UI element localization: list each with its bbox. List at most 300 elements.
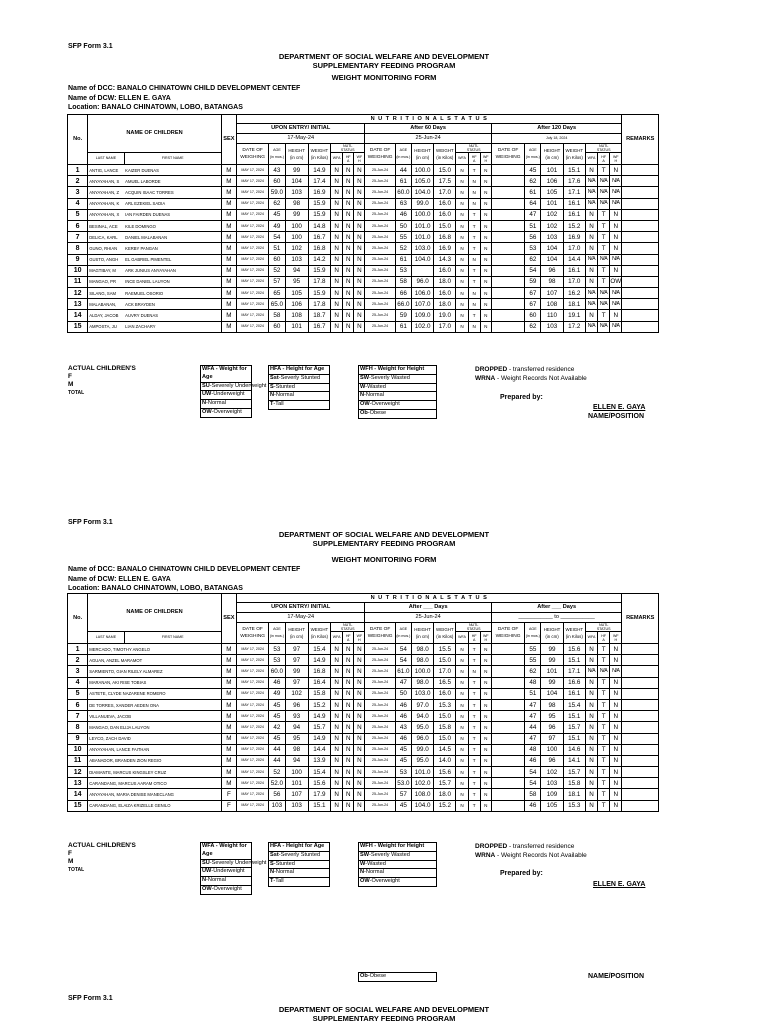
- age: 63: [395, 198, 411, 209]
- hfa: N: [343, 232, 354, 243]
- age: 58: [395, 276, 411, 287]
- wfh: N: [480, 699, 491, 710]
- age-header: AGE (in mos.): [395, 623, 411, 644]
- weighing-date: [491, 198, 524, 209]
- weighing-date: 25-Jun-24: [365, 198, 395, 209]
- age: 65: [269, 288, 285, 299]
- wfh: N: [610, 232, 622, 243]
- weight: 15.8: [308, 688, 330, 699]
- table-row: [68, 243, 659, 254]
- row-number: 12: [68, 288, 88, 299]
- weight: 15.7: [434, 778, 456, 789]
- location: Location: BANALO CHINATOWN, LOBO, BATANGAS: [68, 585, 243, 592]
- sex: M: [221, 644, 236, 655]
- height: 99: [285, 165, 308, 176]
- table-row: [68, 789, 659, 800]
- weight: 16.0: [434, 288, 456, 299]
- hfa: T: [598, 767, 610, 778]
- hfa: T: [598, 232, 610, 243]
- age: 53: [269, 655, 285, 666]
- weight: 18.7: [308, 310, 330, 321]
- wfh: N: [610, 243, 622, 254]
- wfh: N/A: [610, 666, 622, 677]
- legend-item: UW-Underweight: [201, 868, 251, 877]
- weight: 15.1: [563, 711, 585, 722]
- weighing-date: MAY 17, 2024: [236, 767, 268, 778]
- wfa: N: [456, 711, 468, 722]
- weight: 16.5: [434, 677, 456, 688]
- age: 45: [269, 209, 285, 220]
- legend-title: WFA - Weight for Age: [201, 843, 251, 860]
- weighing-date: MAY 17, 2024: [236, 755, 268, 766]
- weight-monitoring-form-2: [0, 476, 768, 996]
- row-number: 1: [68, 165, 88, 176]
- table-row: [68, 655, 659, 666]
- sex: M: [221, 198, 236, 209]
- wfh: N: [610, 644, 622, 655]
- age: 52.0: [269, 778, 285, 789]
- department-heading: DEPARTMENT OF SOCIAL WELFARE AND DEVELOPMENT: [278, 530, 490, 539]
- hfa: N/A: [598, 254, 610, 265]
- row-number: 13: [68, 778, 88, 789]
- weight: 15.9: [308, 265, 330, 276]
- age: 46: [395, 711, 411, 722]
- height: 109: [541, 789, 563, 800]
- table-row: [68, 644, 659, 655]
- weight: 16.8: [308, 666, 330, 677]
- age: 54: [525, 265, 541, 276]
- wfa: N: [331, 220, 343, 231]
- age: 53: [395, 265, 411, 276]
- weighing-date: MAY 17, 2024: [236, 243, 268, 254]
- weight: 13.9: [308, 755, 330, 766]
- age: 47: [525, 711, 541, 722]
- weight: 16.0: [434, 209, 456, 220]
- sex: M: [221, 666, 236, 677]
- sex: F: [221, 789, 236, 800]
- age: 42: [269, 722, 285, 733]
- table-row: [68, 209, 659, 220]
- table-row: [68, 276, 659, 287]
- wfh: N: [480, 321, 491, 332]
- hfa: N: [468, 176, 480, 187]
- hfa: T: [598, 243, 610, 254]
- hfa: T: [598, 310, 610, 321]
- wfa: N: [585, 688, 597, 699]
- height: 103: [285, 187, 308, 198]
- hfa: T: [598, 209, 610, 220]
- weighing-date: MAY 17, 2024: [236, 655, 268, 666]
- height: 100.0: [411, 666, 433, 677]
- date-of-weighing-header: DATE OF WEIGHING: [236, 144, 268, 165]
- wfa: N: [585, 767, 597, 778]
- height: 100: [541, 744, 563, 755]
- height: 101.0: [411, 232, 433, 243]
- wfh: N: [354, 276, 365, 287]
- weighing-date: [491, 755, 524, 766]
- wfh: N: [354, 209, 365, 220]
- age: 49: [269, 220, 285, 231]
- height: 99: [285, 666, 308, 677]
- legend-item: SW-Severly Wasted: [359, 852, 436, 861]
- height: 102: [541, 220, 563, 231]
- legend-title: HFA - Height for Age: [269, 843, 329, 852]
- hfa: T: [468, 778, 480, 789]
- height: 98.0: [411, 677, 433, 688]
- sex: M: [221, 288, 236, 299]
- hfa: N/A: [598, 288, 610, 299]
- hfa: T: [468, 789, 480, 800]
- height-header: HEIGHT (in cm): [285, 144, 308, 165]
- hfa-header: HF A: [343, 153, 354, 165]
- weighing-date: 25-Jun-24: [365, 699, 395, 710]
- hfa: N: [468, 288, 480, 299]
- wfh: N: [610, 310, 622, 321]
- age: 57: [395, 789, 411, 800]
- legend-title: WFH - Weight for Height: [359, 366, 436, 375]
- wfa: N: [331, 800, 343, 811]
- age: 66: [395, 288, 411, 299]
- row-number: 3: [68, 666, 88, 677]
- row-number: 2: [68, 176, 88, 187]
- wfh: N: [480, 265, 491, 276]
- wfa-legend: [200, 365, 267, 418]
- weight: 16.1: [563, 265, 585, 276]
- age: 60: [269, 254, 285, 265]
- weight: 15.0: [434, 733, 456, 744]
- height: 97: [285, 677, 308, 688]
- wfh: N: [354, 733, 365, 744]
- table-row: [68, 198, 659, 209]
- height: 104.0: [411, 254, 433, 265]
- date-of-weighing-header: DATE OF WEIGHING: [491, 144, 524, 165]
- hfa: N: [343, 666, 354, 677]
- wfa-header: WFA: [331, 632, 343, 644]
- hfa: T: [468, 243, 480, 254]
- wfh-header: WF H: [480, 632, 491, 644]
- wfa: N: [585, 711, 597, 722]
- last-name-header: LAST NAME: [88, 632, 124, 644]
- wfh: N: [354, 744, 365, 755]
- wfa: N: [331, 321, 343, 332]
- date-of-weighing-header: DATE OF WEIGHING: [236, 623, 268, 644]
- hfa: N: [343, 677, 354, 688]
- sex: M: [221, 310, 236, 321]
- row-number: 15: [68, 800, 88, 811]
- age: 44: [395, 165, 411, 176]
- last-name: DELICA, KARL: [88, 232, 124, 243]
- wfh: N: [354, 310, 365, 321]
- hfa: T: [468, 800, 480, 811]
- wfa-header: WFA: [585, 632, 597, 644]
- hfa: N: [343, 800, 354, 811]
- age: 44: [525, 722, 541, 733]
- program-heading: SUPPLEMENTARY FEEDING PROGRAM: [312, 61, 456, 70]
- weighing-date: [491, 666, 524, 677]
- program-heading: SUPPLEMENTARY FEEDING PROGRAM: [312, 539, 456, 548]
- remarks: [622, 310, 659, 321]
- child-name: SARMIENTO, GIAN RILELY ALMAREZ: [88, 666, 222, 677]
- age: 60.0: [269, 666, 285, 677]
- wfh: N: [610, 699, 622, 710]
- wfa: N: [331, 711, 343, 722]
- remarks: [622, 800, 659, 811]
- first-name: RAEMUEL OSORIO: [124, 288, 221, 299]
- age: 51: [525, 220, 541, 231]
- hfa: N: [343, 187, 354, 198]
- remarks: [622, 778, 659, 789]
- date-of-weighing-header: DATE OF WEIGHING: [365, 623, 395, 644]
- hfa: T: [598, 800, 610, 811]
- wfa: N: [331, 276, 343, 287]
- wfa: N: [331, 733, 343, 744]
- wfh: N: [480, 276, 491, 287]
- nutl-status-header: NUTL STATUS: [331, 144, 365, 153]
- row-number: 11: [68, 276, 88, 287]
- weighing-date: MAY 17, 2024: [236, 232, 268, 243]
- remarks: [622, 655, 659, 666]
- height: 104.0: [411, 187, 433, 198]
- age: 47: [525, 733, 541, 744]
- hfa: T: [598, 688, 610, 699]
- weighing-date: 25-Jun-24: [365, 644, 395, 655]
- hfa: N: [343, 243, 354, 254]
- weight: 16.4: [308, 677, 330, 688]
- height: 94: [285, 722, 308, 733]
- weight: 17.6: [563, 176, 585, 187]
- weight: 14.6: [563, 744, 585, 755]
- weighing-date: 25-Jun-24: [365, 187, 395, 198]
- height: 95: [541, 711, 563, 722]
- hfa: T: [468, 276, 480, 287]
- hfa: N: [468, 198, 480, 209]
- weight: 15.7: [563, 722, 585, 733]
- hfa: N: [343, 688, 354, 699]
- height: 105.0: [411, 176, 433, 187]
- weight: 15.5: [434, 644, 456, 655]
- weighing-date: MAY 17, 2024: [236, 299, 268, 310]
- first-name: AUVRY DUENAS: [124, 310, 221, 321]
- weight: 14.9: [308, 711, 330, 722]
- height: 102: [541, 767, 563, 778]
- period1-date: 17-May-24: [236, 613, 364, 623]
- last-name: MANGAO, PR: [88, 276, 124, 287]
- department-heading: DEPARTMENT OF SOCIAL WELFARE AND DEVELOPMENT: [278, 52, 490, 61]
- age: 51: [525, 688, 541, 699]
- weighing-date: 25-Jun-24: [365, 711, 395, 722]
- row-number: 1: [68, 644, 88, 655]
- wfa: N: [331, 288, 343, 299]
- height: 103: [541, 321, 563, 332]
- age: 61: [395, 321, 411, 332]
- weighing-date: 25-Jun-24: [365, 789, 395, 800]
- last-name: AMPOSTA, JU: [88, 321, 124, 332]
- weight: 16.7: [308, 321, 330, 332]
- age: 61: [395, 254, 411, 265]
- hfa-legend: [268, 365, 330, 410]
- age-header: AGE (in mos.): [269, 144, 285, 165]
- sex: F: [221, 800, 236, 811]
- wfa: N: [456, 800, 468, 811]
- weight: 14.9: [308, 733, 330, 744]
- last-name: BESINAL, ACE: [88, 220, 124, 231]
- legend-item: T-Tall: [270, 401, 284, 408]
- hfa: T: [598, 699, 610, 710]
- period2-title: After ___ Days: [365, 603, 491, 613]
- wfa: N: [331, 789, 343, 800]
- weighing-date: [491, 176, 524, 187]
- weight: 15.1: [308, 800, 330, 811]
- row-number: 11: [68, 755, 88, 766]
- wfh: N: [480, 310, 491, 321]
- remarks: [622, 767, 659, 778]
- age: 47: [525, 209, 541, 220]
- wfh: N: [354, 778, 365, 789]
- height: 94: [285, 265, 308, 276]
- wfa: N: [331, 176, 343, 187]
- age: 65.0: [269, 299, 285, 310]
- legend-item: OW-Overweight: [202, 885, 242, 892]
- wfa: N: [585, 644, 597, 655]
- age-header: AGE (in mos.): [525, 623, 541, 644]
- age: 62: [525, 254, 541, 265]
- location: Location: BANALO CHINATOWN, LOBO, BATANGAS: [68, 104, 243, 111]
- wfh: N: [354, 722, 365, 733]
- signatory-name: ELLEN E. GAYA: [593, 404, 646, 411]
- wfh: N/A: [610, 198, 622, 209]
- legend-item: N-Normal: [359, 869, 436, 878]
- wfa: N: [585, 800, 597, 811]
- weighing-date: MAY 17, 2024: [236, 789, 268, 800]
- age: 67: [525, 288, 541, 299]
- hfa: T: [598, 644, 610, 655]
- height: 107: [285, 789, 308, 800]
- hfa: N: [468, 666, 480, 677]
- wfa: N: [585, 276, 597, 287]
- wfh: N: [354, 265, 365, 276]
- wfa: N/A: [585, 198, 597, 209]
- first-name: DANIEL MALABANAN: [124, 232, 221, 243]
- weighing-date: 25-Jun-24: [365, 744, 395, 755]
- weight: 14.4: [308, 744, 330, 755]
- age: 55: [395, 232, 411, 243]
- table-row: [68, 220, 659, 231]
- wfh: N: [354, 176, 365, 187]
- hfa-header: HF A: [468, 153, 480, 165]
- weight: 19.1: [563, 310, 585, 321]
- weight: 15.1: [563, 733, 585, 744]
- wfa: N: [456, 699, 468, 710]
- height: 95: [285, 276, 308, 287]
- height: 98.0: [411, 655, 433, 666]
- weighing-date: [491, 310, 524, 321]
- first-name: INCE DANIEL LAUYON: [124, 276, 221, 287]
- wfa: N: [456, 187, 468, 198]
- wfa: N: [331, 666, 343, 677]
- weight: 17.5: [434, 176, 456, 187]
- weight: 14.9: [308, 165, 330, 176]
- height: 107.0: [411, 299, 433, 310]
- first-name: KERBY PANGAN: [124, 243, 221, 254]
- height: 102.0: [411, 321, 433, 332]
- weight: 16.9: [308, 187, 330, 198]
- age: 51: [269, 243, 285, 254]
- height: 98: [285, 198, 308, 209]
- age: 66.0: [395, 299, 411, 310]
- wfa: N: [331, 722, 343, 733]
- height: 96: [541, 722, 563, 733]
- last-name: MAGTIBAY, M: [88, 265, 124, 276]
- wfh: N: [354, 232, 365, 243]
- wfh: N: [354, 299, 365, 310]
- hfa: T: [468, 644, 480, 655]
- hfa-header: HF A: [468, 632, 480, 644]
- weighing-date: [491, 722, 524, 733]
- age: 47: [525, 699, 541, 710]
- height: 101: [541, 198, 563, 209]
- nutl-status-header: NUTL STATUS: [585, 144, 622, 153]
- table-row: [68, 187, 659, 198]
- last-name: ANTIG, LANCE: [88, 165, 124, 176]
- hfa: N: [343, 744, 354, 755]
- sex-header: SEX: [221, 115, 236, 165]
- weighing-date: MAY 17, 2024: [236, 711, 268, 722]
- wfh: N: [610, 767, 622, 778]
- weighing-date: MAY 17, 2024: [236, 310, 268, 321]
- legend-item: T-Tall: [270, 878, 284, 885]
- wfa: N: [331, 699, 343, 710]
- wfa: N: [456, 767, 468, 778]
- weighing-date: MAY 17, 2024: [236, 722, 268, 733]
- height: 104: [285, 176, 308, 187]
- age: 46: [525, 755, 541, 766]
- age: 61: [525, 187, 541, 198]
- first-name: LIAN ZACHARY: [124, 321, 221, 332]
- wfh: N: [354, 254, 365, 265]
- weighing-date: [491, 209, 524, 220]
- height: 96.0: [411, 733, 433, 744]
- weighing-date: 25-Jun-24: [365, 778, 395, 789]
- age: 48: [525, 677, 541, 688]
- hfa: N/A: [598, 187, 610, 198]
- height: 104: [541, 688, 563, 699]
- hfa: N: [343, 165, 354, 176]
- row-number: 6: [68, 699, 88, 710]
- age: 59: [525, 276, 541, 287]
- weighing-date: MAY 17, 2024: [236, 198, 268, 209]
- height: 100: [285, 767, 308, 778]
- weight: 14.5: [434, 744, 456, 755]
- hfa: T: [598, 265, 610, 276]
- age: 61.0: [395, 666, 411, 677]
- age: 57: [269, 276, 285, 287]
- weighing-date: 25-Jun-24: [365, 733, 395, 744]
- period1-title: UPON ENTRY/ INITIAL: [236, 124, 364, 134]
- hfa-header: HF A: [598, 632, 610, 644]
- child-name: MANGAO, DAN ELIJA LAUYON: [88, 722, 222, 733]
- form-title: WEIGHT MONITORING FORM: [331, 555, 437, 564]
- hfa: N: [343, 733, 354, 744]
- sex: M: [221, 276, 236, 287]
- weighing-date: 25-Jun-24: [365, 243, 395, 254]
- first-name: AMUEL LABORDE: [124, 176, 221, 187]
- sex: M: [221, 299, 236, 310]
- height: 102: [285, 243, 308, 254]
- height: 101: [541, 165, 563, 176]
- height: 99: [541, 655, 563, 666]
- wfa: N: [456, 688, 468, 699]
- weight: 14.8: [308, 220, 330, 231]
